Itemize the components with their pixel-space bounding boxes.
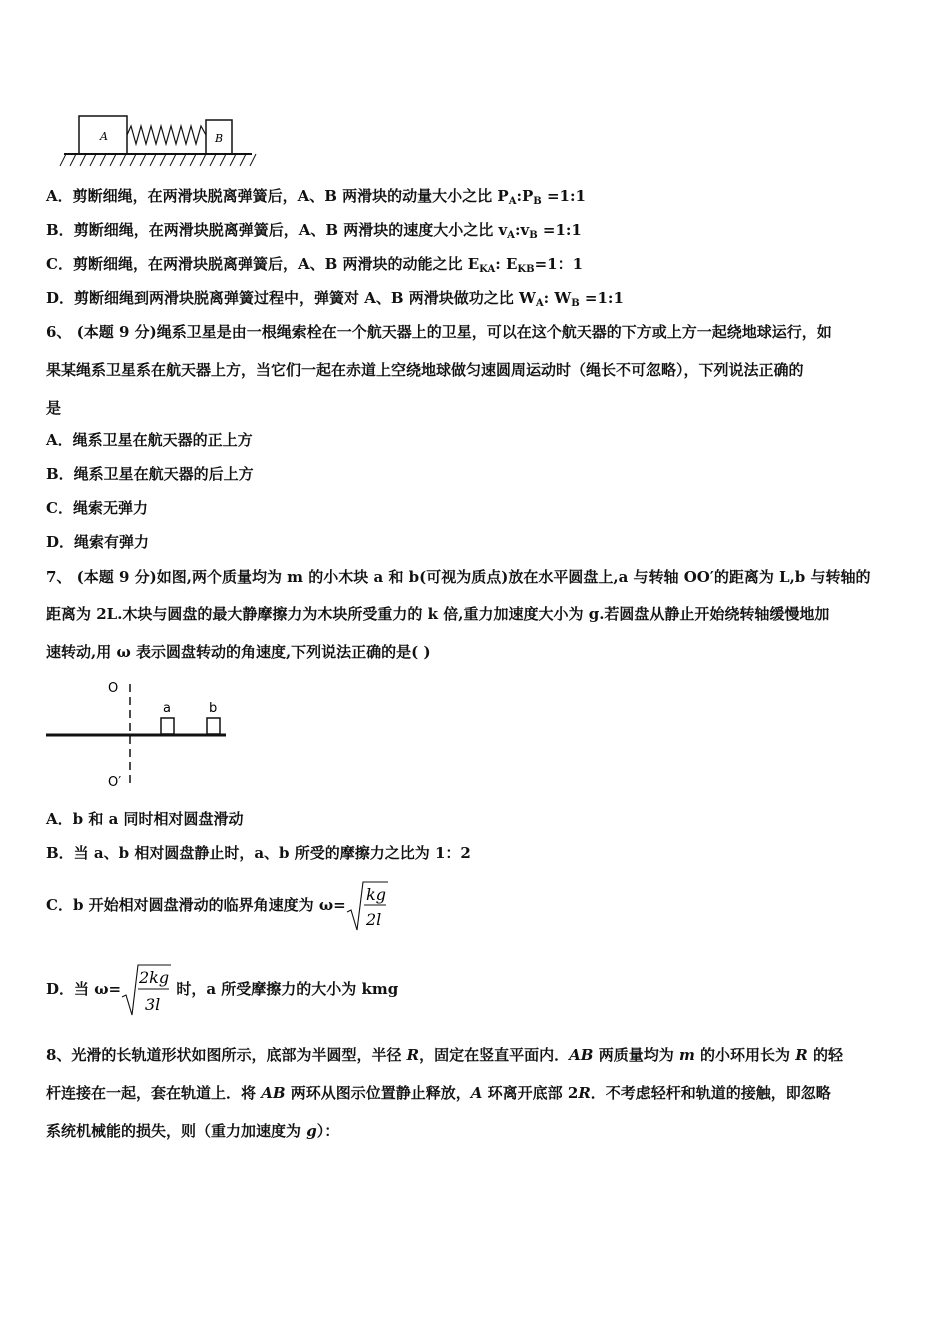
q8-stem-line2: 杆连接在一起，套在轨道上．将 AB 两环从图示位置静止释放，A 环离开底部 2R．不考虑轻杆和轨道的接触，即忽略 (46, 1084, 831, 1102)
spring-figure (60, 112, 260, 174)
block-b-label: B (215, 132, 224, 145)
svg-text:2kg: 2kg (139, 968, 170, 987)
q6-option-b: B．绳系卫星在航天器的后上方 (46, 465, 254, 483)
q6-option-d: D．绳索有弹力 (46, 533, 150, 551)
q7-stem-line2: 距离为 2L.木块与圆盘的最大静摩擦力为木块所受重力的 k 倍,重力加速度大小为 g.若圆盘从静止开始绕转轴缓慢地加 (46, 605, 830, 623)
block-b-label: b (209, 701, 218, 716)
q7-option-a: A．b 和 a 同时相对圆盘滑动 (46, 810, 244, 828)
block-a-label: a (163, 701, 171, 716)
q6-stem-line2: 果某绳系卫星系在航天器上方，当它们一起在赤道上空绕地球做匀速圆周运动时（绳长不可忽略），下列说法正确的 (46, 361, 804, 379)
axis-bottom-label: O′ (108, 775, 122, 790)
axis-top-label: O (108, 681, 119, 696)
ground-hatch (60, 154, 256, 166)
svg-text:kg: kg (365, 885, 386, 904)
spring (127, 126, 206, 144)
block-a (161, 718, 174, 734)
q6-stem-line1: 6、 (本题 9 分)绳系卫星是由一根绳索栓在一个航天器上的卫星，可以在这个航天器的下方或上方一起绕地球运行，如 (46, 323, 832, 341)
block-a-label: A (100, 130, 108, 143)
block-b (207, 718, 220, 734)
q5-option-b: B．剪断细绳，在两滑块脱离弹簧后，A、B 两滑块的速度大小之比 $v_A:v_B$ =1:1 (46, 221, 582, 241)
q6-stem-line3: 是 (46, 399, 62, 417)
sqrt-2kg-over-3l (121, 963, 171, 1017)
q7-stem-line1: 7、 (本题 9 分)如图,两个质量均为 m 的小木块 a 和 b(可视为质点)放在水平圆盘上,a 与转轴 OO′的距离为 L,b 与转轴的 (46, 568, 871, 586)
q5-option-a: A．剪断细绳，在两滑块脱离弹簧后，A、B 两滑块的动量大小之比 $P_A:P_B$ =1:1 (46, 187, 586, 207)
svg-text:2l: 2l (365, 910, 382, 929)
disc-figure (44, 676, 234, 791)
q8-stem-line1: 8、光滑的长轨道形状如图所示，底部为半圆型，半径 R，固定在竖直平面内．AB 两质量均为 m 的小环用长为 R 的轻 (46, 1046, 843, 1064)
q7-option-d: D．当 ω= 2kg 3l 时，a 所受摩擦力的大小为 kmg (46, 962, 398, 1017)
sqrt-kg-over-2l (346, 880, 388, 932)
q6-option-c: C．绳索无弹力 (46, 499, 148, 517)
q7-option-c: C．b 开始相对圆盘滑动的临界角速度为 ω= kg 2l (46, 880, 388, 932)
q5-option-d: D．剪断细绳到两滑块脱离弹簧过程中，弹簧对 A、B 两滑块做功之比 $W_A$: $W_B$ =1:1 (46, 289, 624, 309)
q7-option-b: B．当 a、b 相对圆盘静止时，a、b 所受的摩擦力之比为 1：2 (46, 844, 471, 862)
q5-option-c: C．剪断细绳，在两滑块脱离弹簧后，A、B 两滑块的动能之比 $E_{KA}$: $E_{KB}=1$：1 (46, 255, 584, 275)
q6-option-a: A．绳系卫星在航天器的正上方 (46, 431, 253, 449)
q7-stem-line3: 速转动,用 ω 表示圆盘转动的角速度,下列说法正确的是( ) (46, 643, 431, 661)
q8-stem-line3: 系统机械能的损失，则（重力加速度为 g）： (46, 1122, 340, 1140)
svg-text:3l: 3l (145, 995, 161, 1014)
